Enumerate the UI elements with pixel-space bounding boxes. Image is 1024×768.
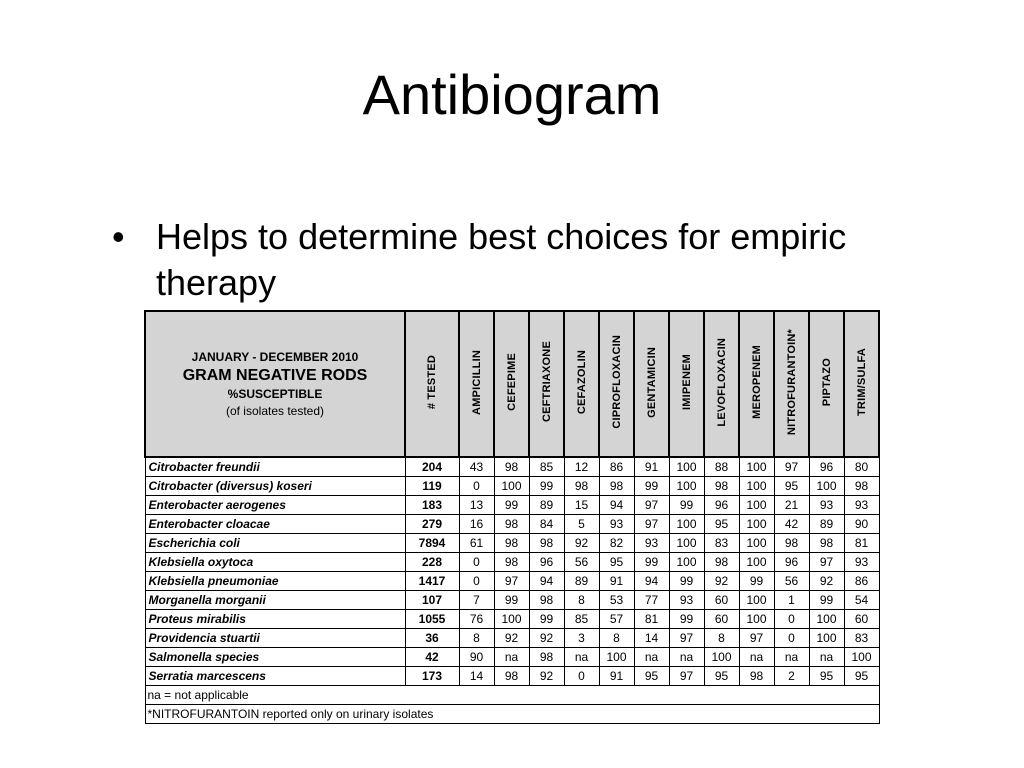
bullet-icon: •	[112, 216, 125, 257]
tested-count: 107	[405, 591, 459, 610]
susceptibility-value: na	[564, 648, 599, 667]
susceptibility-value: 92	[564, 534, 599, 553]
organism-name: Providencia stuartii	[145, 629, 405, 648]
susceptibility-value: 100	[669, 515, 704, 534]
susceptibility-value: 96	[529, 553, 564, 572]
susceptibility-value: 100	[739, 496, 774, 515]
susceptibility-value: 97	[634, 515, 669, 534]
susceptibility-value: 100	[809, 629, 844, 648]
susceptibility-value: 94	[599, 496, 634, 515]
tested-count: 119	[405, 477, 459, 496]
susceptibility-value: 92	[704, 572, 739, 591]
organism-name: Klebsiella pneumoniae	[145, 572, 405, 591]
susceptibility-value: 99	[529, 477, 564, 496]
susceptibility-value: 53	[599, 591, 634, 610]
susceptibility-value: 86	[844, 572, 879, 591]
susceptibility-value: 88	[704, 457, 739, 477]
susceptibility-value: 61	[459, 534, 494, 553]
organism-name: Citrobacter (diversus) koseri	[145, 477, 405, 496]
susceptibility-value: 98	[739, 667, 774, 686]
header-tested-label: # TESTED	[426, 354, 438, 410]
susceptibility-value: 100	[739, 477, 774, 496]
header-drug-label: IMIPENEM	[680, 354, 693, 410]
table-row	[145, 496, 879, 515]
susceptibility-value: 93	[844, 553, 879, 572]
susceptibility-value: 91	[634, 457, 669, 477]
susceptibility-value: 90	[844, 515, 879, 534]
susceptibility-value: 92	[494, 629, 529, 648]
susceptibility-value: 99	[809, 591, 844, 610]
organism-name: Escherichia coli	[145, 534, 405, 553]
susceptibility-value: 98	[494, 667, 529, 686]
susceptibility-value: 54	[844, 591, 879, 610]
susceptibility-value: 96	[809, 457, 844, 477]
susceptibility-value: 0	[564, 667, 599, 686]
susceptibility-value: 12	[564, 457, 599, 477]
susceptibility-value: 98	[529, 591, 564, 610]
susceptibility-value: 92	[529, 667, 564, 686]
bullet-text: Helps to determine best choices for empiric therapy	[156, 216, 847, 303]
organism-name: Klebsiella oxytoca	[145, 553, 405, 572]
susceptibility-value: 94	[529, 572, 564, 591]
susceptibility-value: 97	[669, 667, 704, 686]
susceptibility-value: 93	[669, 591, 704, 610]
table-row	[145, 457, 879, 477]
tested-count: 228	[405, 553, 459, 572]
tested-count: 173	[405, 667, 459, 686]
susceptibility-value: 43	[459, 457, 494, 477]
susceptibility-value: 98	[809, 534, 844, 553]
susceptibility-value: 97	[774, 457, 809, 477]
tested-count: 36	[405, 629, 459, 648]
susceptibility-value: 8	[704, 629, 739, 648]
susceptibility-value: 89	[809, 515, 844, 534]
table-row	[145, 534, 879, 553]
susceptibility-value: 97	[809, 553, 844, 572]
susceptibility-value: na	[739, 648, 774, 667]
susceptibility-value: 91	[599, 667, 634, 686]
susceptibility-value: 0	[459, 553, 494, 572]
header-drug	[529, 311, 564, 457]
susceptibility-value: 0	[459, 572, 494, 591]
header-drug	[564, 311, 599, 457]
susceptibility-value: 95	[704, 667, 739, 686]
susceptibility-value: 77	[634, 591, 669, 610]
table-header-title	[145, 311, 405, 457]
header-drug-label: TRIM/SULFA	[855, 348, 868, 416]
tested-count: 7894	[405, 534, 459, 553]
susceptibility-value: 85	[564, 610, 599, 629]
tested-count: 1417	[405, 572, 459, 591]
header-note: (of isolates tested)	[225, 404, 325, 418]
susceptibility-value: 93	[634, 534, 669, 553]
susceptibility-value: 93	[809, 496, 844, 515]
susceptibility-value: 8	[459, 629, 494, 648]
susceptibility-value: 100	[494, 477, 529, 496]
susceptibility-value: 98	[599, 477, 634, 496]
susceptibility-value: 100	[599, 648, 634, 667]
susceptibility-value: 94	[634, 572, 669, 591]
table-row	[145, 572, 879, 591]
susceptibility-value: 91	[599, 572, 634, 591]
susceptibility-value: 100	[809, 477, 844, 496]
susceptibility-value: 1	[774, 591, 809, 610]
header-metric: %SUSCEPTIBLE	[227, 387, 323, 401]
susceptibility-value: 98	[494, 515, 529, 534]
header-drug-label: CEFAZOLIN	[575, 349, 588, 415]
footnote-row	[145, 686, 879, 705]
susceptibility-value: 95	[599, 553, 634, 572]
table-header-row	[145, 311, 879, 457]
susceptibility-value: 21	[774, 496, 809, 515]
susceptibility-value: 80	[844, 457, 879, 477]
header-drug-label: PIPTAZO	[820, 357, 833, 407]
susceptibility-value: 98	[529, 534, 564, 553]
susceptibility-value: 81	[844, 534, 879, 553]
tested-count: 279	[405, 515, 459, 534]
susceptibility-value: 89	[529, 496, 564, 515]
susceptibility-value: 93	[599, 515, 634, 534]
header-tested	[405, 311, 459, 457]
susceptibility-value: 60	[704, 591, 739, 610]
susceptibility-value: 100	[739, 610, 774, 629]
susceptibility-value: 96	[704, 496, 739, 515]
susceptibility-value: 100	[669, 457, 704, 477]
susceptibility-value: na	[634, 648, 669, 667]
table-row	[145, 648, 879, 667]
susceptibility-value: 100	[739, 515, 774, 534]
susceptibility-value: 100	[704, 648, 739, 667]
susceptibility-value: 15	[564, 496, 599, 515]
susceptibility-value: 100	[739, 591, 774, 610]
susceptibility-value: 98	[494, 457, 529, 477]
susceptibility-value: 95	[809, 667, 844, 686]
susceptibility-value: 0	[774, 610, 809, 629]
susceptibility-value: 0	[774, 629, 809, 648]
susceptibility-value: 99	[634, 477, 669, 496]
susceptibility-value: 98	[564, 477, 599, 496]
footnote-text: na = not applicable	[145, 686, 879, 705]
table-row	[145, 629, 879, 648]
susceptibility-value: 89	[564, 572, 599, 591]
susceptibility-value: 56	[564, 553, 599, 572]
susceptibility-value: 95	[844, 667, 879, 686]
header-drug-label: LEVOFLOXACIN	[715, 337, 728, 427]
susceptibility-value: 100	[739, 534, 774, 553]
susceptibility-value: 8	[599, 629, 634, 648]
table-row	[145, 553, 879, 572]
header-drug	[809, 311, 844, 457]
organism-name: Serratia marcescens	[145, 667, 405, 686]
susceptibility-value: 99	[494, 591, 529, 610]
organism-name: Proteus mirabilis	[145, 610, 405, 629]
susceptibility-value: 98	[494, 553, 529, 572]
susceptibility-value: 16	[459, 515, 494, 534]
susceptibility-value: 84	[529, 515, 564, 534]
table-row	[145, 515, 879, 534]
susceptibility-value: 13	[459, 496, 494, 515]
susceptibility-value: 99	[634, 553, 669, 572]
susceptibility-value: 100	[669, 534, 704, 553]
susceptibility-value: 60	[704, 610, 739, 629]
header-drug-label: NITROFURANTOIN*	[785, 328, 798, 436]
susceptibility-value: na	[774, 648, 809, 667]
susceptibility-value: 98	[704, 477, 739, 496]
header-drug	[669, 311, 704, 457]
susceptibility-value: 85	[529, 457, 564, 477]
susceptibility-value: 98	[529, 648, 564, 667]
susceptibility-value: 100	[669, 553, 704, 572]
table-row	[145, 591, 879, 610]
bullet-point	[112, 214, 942, 306]
susceptibility-value: 56	[774, 572, 809, 591]
susceptibility-value: 99	[669, 610, 704, 629]
tested-count: 183	[405, 496, 459, 515]
susceptibility-value: 14	[634, 629, 669, 648]
header-drug-label: CEFTRIAXONE	[540, 341, 553, 423]
footnote-text: *NITROFURANTOIN reported only on urinary isolates	[145, 705, 879, 724]
susceptibility-value: 86	[599, 457, 634, 477]
susceptibility-value: 82	[599, 534, 634, 553]
header-drug	[739, 311, 774, 457]
susceptibility-value: 83	[844, 629, 879, 648]
susceptibility-value: 57	[599, 610, 634, 629]
susceptibility-value: 97	[739, 629, 774, 648]
header-drug	[774, 311, 809, 457]
organism-name: Enterobacter aerogenes	[145, 496, 405, 515]
susceptibility-value: 5	[564, 515, 599, 534]
susceptibility-value: 99	[494, 496, 529, 515]
tested-count: 42	[405, 648, 459, 667]
susceptibility-value: 90	[459, 648, 494, 667]
header-drug-label: MEROPENEM	[750, 345, 763, 419]
susceptibility-value: 7	[459, 591, 494, 610]
susceptibility-value: 100	[739, 553, 774, 572]
susceptibility-value: na	[494, 648, 529, 667]
susceptibility-value: na	[809, 648, 844, 667]
susceptibility-value: 98	[844, 477, 879, 496]
susceptibility-value: 98	[774, 534, 809, 553]
susceptibility-value: 92	[809, 572, 844, 591]
susceptibility-value: 100	[844, 648, 879, 667]
table-row	[145, 610, 879, 629]
susceptibility-value: 99	[529, 610, 564, 629]
susceptibility-value: 81	[634, 610, 669, 629]
header-date-range: JANUARY - DECEMBER 2010	[191, 350, 359, 364]
susceptibility-value: 95	[774, 477, 809, 496]
table-row	[145, 667, 879, 686]
header-drug	[494, 311, 529, 457]
susceptibility-value: 93	[844, 496, 879, 515]
header-drug	[634, 311, 669, 457]
organism-name: Enterobacter cloacae	[145, 515, 405, 534]
header-drug-label: CIPROFLOXACIN	[610, 335, 623, 429]
susceptibility-value: 83	[704, 534, 739, 553]
susceptibility-value: 99	[739, 572, 774, 591]
header-drug	[704, 311, 739, 457]
susceptibility-value: 0	[459, 477, 494, 496]
susceptibility-value: 96	[774, 553, 809, 572]
header-drug-label: CEFEPIME	[505, 353, 518, 411]
susceptibility-value: 92	[529, 629, 564, 648]
header-drug-label: GENTAMICIN	[645, 346, 658, 418]
susceptibility-value: 42	[774, 515, 809, 534]
susceptibility-value: 97	[494, 572, 529, 591]
susceptibility-value: 100	[494, 610, 529, 629]
susceptibility-value: 100	[669, 477, 704, 496]
organism-name: Morganella morganii	[145, 591, 405, 610]
header-category: GRAM NEGATIVE RODS	[182, 367, 368, 384]
table-row	[145, 477, 879, 496]
susceptibility-value: 100	[739, 457, 774, 477]
header-drug	[599, 311, 634, 457]
antibiogram-table	[144, 310, 880, 724]
header-drug	[459, 311, 494, 457]
susceptibility-value: 14	[459, 667, 494, 686]
organism-name: Salmonella species	[145, 648, 405, 667]
susceptibility-value: 99	[669, 572, 704, 591]
susceptibility-value: 95	[634, 667, 669, 686]
susceptibility-value: 8	[564, 591, 599, 610]
header-drug-label: AMPICILLIN	[470, 349, 483, 415]
footnote-row	[145, 705, 879, 724]
susceptibility-value: 99	[669, 496, 704, 515]
susceptibility-value: 97	[634, 496, 669, 515]
slide-title: Antibiogram	[362, 63, 662, 126]
susceptibility-value: 60	[844, 610, 879, 629]
susceptibility-value: 98	[494, 534, 529, 553]
susceptibility-value: 98	[704, 553, 739, 572]
susceptibility-value: 95	[704, 515, 739, 534]
susceptibility-value: 76	[459, 610, 494, 629]
header-drug	[844, 311, 879, 457]
susceptibility-value: 2	[774, 667, 809, 686]
tested-count: 1055	[405, 610, 459, 629]
susceptibility-value: na	[669, 648, 704, 667]
susceptibility-value: 3	[564, 629, 599, 648]
organism-name: Citrobacter freundii	[145, 457, 405, 477]
susceptibility-value: 100	[809, 610, 844, 629]
tested-count: 204	[405, 457, 459, 477]
susceptibility-value: 97	[669, 629, 704, 648]
